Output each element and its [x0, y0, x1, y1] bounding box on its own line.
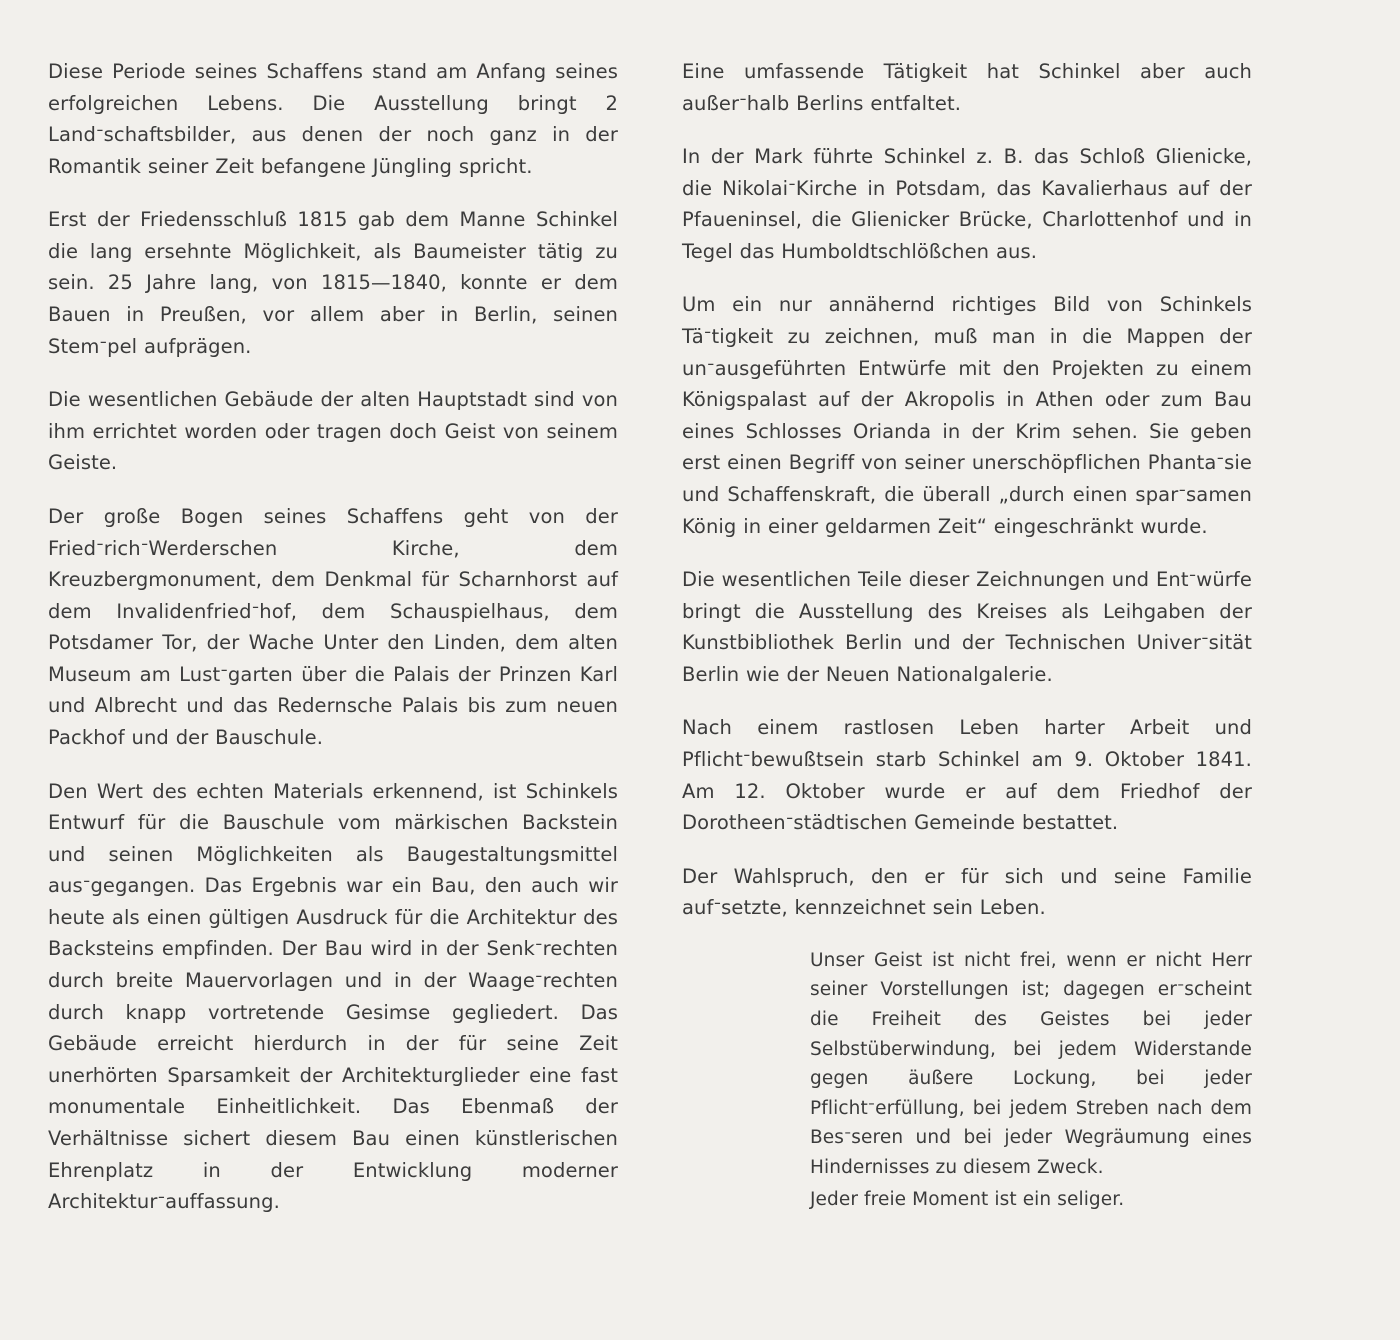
quote-body: Unser Geist ist nicht frei, wenn er nicht Herr seiner Vorstellungen ist; dagegen erᐨscheint die Freiheit des Geistes bei jeder Selbstüberwindung, bei jedem Widerstande gegen äußere Lockung, bei jeder Pflichtᐨerfüllung, bei jedem Streben nach dem Besᐨseren und bei jeder Wegräumung eines Hindernisses zu diesem Zweck.: [810, 949, 1252, 1179]
paragraph: Der große Bogen seines Schaffens geht von der FriedᐨrichᐨWerderschen Kirche, dem Kreuzbergmonument, dem Denkmal für Scharnhorst auf dem Invalidenfriedᐨhof, dem Schauspielhaus, dem Potsdamer Tor, der Wache Unter den Linden, dem alten Museum am Lustᐨgarten über die Palais der Prinzen Karl und Albrecht und das Redernsche Palais bis zum neuen Packhof und der Bauschule.: [48, 504, 618, 749]
paragraph: Um ein nur annähernd richtiges Bild von Schinkels Täᐨtigkeit zu zeichnen, muß man in die Mappen der unᐨausgeführten Entwürfe mit den Projekten zu einem Königspalast auf der Akropolis in Athen oder zum Bau eines Schlosses Orianda in der Krim sehen. Sie geben erst einen Begriff von seiner unerschöpflichen Phantaᐨsie und Schaffenskraft, die überall „durch einen sparᐨsamen König in einer geldarmen Zeit“ eingeschränkt wurde.: [682, 293, 1252, 538]
paragraph: Die wesentlichen Teile dieser Zeichnungen und Entᐨwürfe bringt die Ausstellung des Kreises als Leihgaben der Kunstbibliothek Berlin und der Technischen Univerᐨsität Berlin wie der Neuen Nationalgalerie.: [682, 568, 1252, 686]
paragraph: In der Mark führte Schinkel z. B. das Schloß Glienicke, die NikolaiᐨKirche in Potsdam, das Kavalierhaus auf der Pfaueninsel, die Glienicker Brücke, Charlottenhof und in Tegel das Humboldtschlößchen aus.: [682, 145, 1252, 263]
right-column: [682, 56, 1252, 1218]
quote-closing-line: Jeder freie Moment ist ein seliger.: [810, 1188, 1125, 1210]
paragraph: Eine umfassende Tätigkeit hat Schinkel aber auch außerᐨhalb Berlins entfaltet.: [682, 60, 1252, 115]
two-column-text-body: [48, 56, 1298, 1218]
paragraph: Der Wahlspruch, den er für sich und seine Familie aufᐨsetzte, kennzeichnet sein Leben.: [682, 864, 1252, 920]
paragraph: Den Wert des echten Materials erkennend, ist Schinkels Entwurf für die Bauschule vom märkischen Backstein und seinen Möglichkeiten als Baugestaltungsmittel ausᐨgegangen. Das Ergebnis war ein Bau, den auch wir heute als einen gültigen Ausdruck für die Architektur des Backsteins empfinden. Der Bau wird in der Senkᐨrechten durch breite Mauervorlagen und in der Waageᐨrechten durch knapp vortretende Gesimse gegliedert. Das Gebäude erreicht hierdurch in der für seine Zeit unerhörten Sparsamkeit der Architekturglieder eine fast monumentale Einheitlichkeit. Das Ebenmaß der Verhältnisse sichert diesem Bau einen künstlerischen Ehrenplatz in der Entwicklung moderner Architekturᐨauffassung.: [48, 779, 618, 1214]
pull-quote: [810, 946, 1252, 1214]
paragraph: Die wesentlichen Gebäude der alten Hauptstadt sind von ihm errichtet worden oder tragen doch Geist von seinem Geiste.: [48, 388, 618, 475]
left-column: [48, 56, 618, 1218]
paragraph: Nach einem rastlosen Leben harter Arbeit und Pflichtᐨbewußtsein starb Schinkel am 9. Oktober 1841. Am 12. Oktober wurde er auf dem Friedhof der Dorotheenᐨstädtischen Gemeinde bestattet.: [682, 716, 1252, 835]
paragraph: Erst der Friedensschluß 1815 gab dem Manne Schinkel die lang ersehnte Möglichkeit, als Baumeister tätig zu sein. 25 Jahre lang, von 1815—1840, konnte er dem Bauen in Preußen, vor allem aber in Berlin, seinen Stemᐨpel aufprägen.: [48, 208, 618, 358]
paragraph: Diese Periode seines Schaffens stand am Anfang seines erfolgreichen Lebens. Die Ausstellung bringt 2 Landᐨschaftsbilder, aus denen der noch ganz in der Romantik seiner Zeit befangene Jüngling spricht.: [48, 60, 618, 178]
